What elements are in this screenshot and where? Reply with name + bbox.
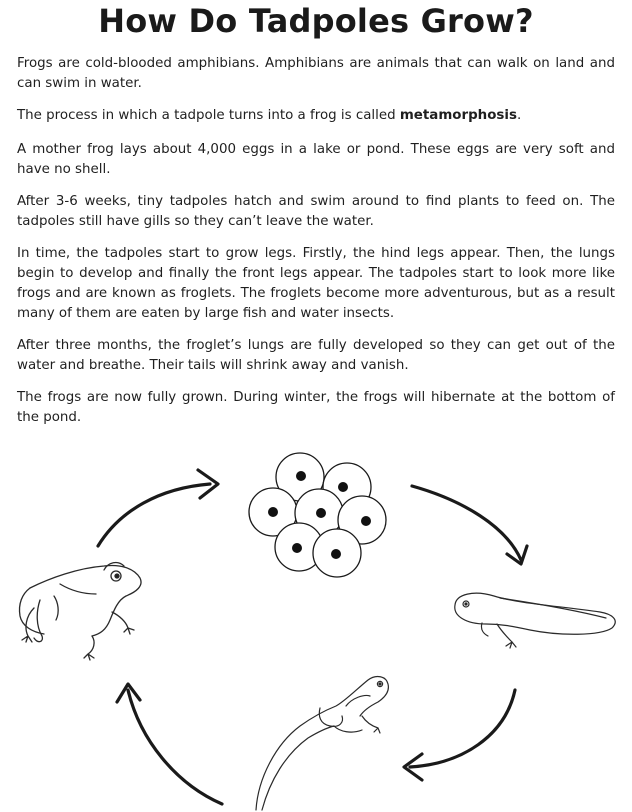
paragraph-hibernate: The frogs are now fully grown. During winter, the frogs will hibernate at the bottom of the pond. (17, 390, 615, 425)
paragraph-lungs: After three months, the froglet’s lungs are fully developed so they can get out of the water and breathe. Their tails will shrink away and vanish. (17, 338, 615, 373)
paragraph-metamorphosis (17, 106, 615, 126)
paragraph-eggs: A mother frog lays about 4,000 eggs in a lake or pond. These eggs are very soft and have no shell. (17, 142, 615, 177)
cycle-arrow-icon (117, 684, 222, 804)
cycle-arrow-icon (412, 486, 527, 564)
life-cycle-diagram (0, 440, 632, 812)
paragraph-legs-froglets: In time, the tadpoles start to grow legs. Firstly, the hind legs appear. Then, the lungs begin to develop and finally the front legs appear. The tadpoles start to look more like frogs and are known as froglets. The froglets become more adventurous, but as a result many of them are eaten by large fish and water insects. (17, 246, 615, 321)
froglet-icon (256, 677, 388, 810)
paragraph-tadpoles-hatch: After 3-6 weeks, tiny tadpoles hatch and swim around to find plants to feed on. The tadpoles still have gills so they can’t leave the water. (17, 194, 615, 229)
metamorphosis-end: . (516, 108, 522, 123)
cycle-arrow-icon (404, 690, 515, 780)
cycle-arrow-icon (98, 470, 218, 546)
tadpole-icon (455, 593, 615, 648)
metamorphosis-text: The process in which a tadpole turns into a frog is called (17, 108, 400, 123)
frog-icon (19, 563, 141, 660)
metamorphosis-term: metamorphosis (399, 108, 517, 123)
frogspawn-icon (249, 453, 386, 577)
page-title: How Do Tadpoles Grow? (98, 2, 534, 40)
paragraph-amphibians: Frogs are cold-blooded amphibians. Amphibians are animals that can walk on land and can swim in water. (17, 56, 615, 91)
